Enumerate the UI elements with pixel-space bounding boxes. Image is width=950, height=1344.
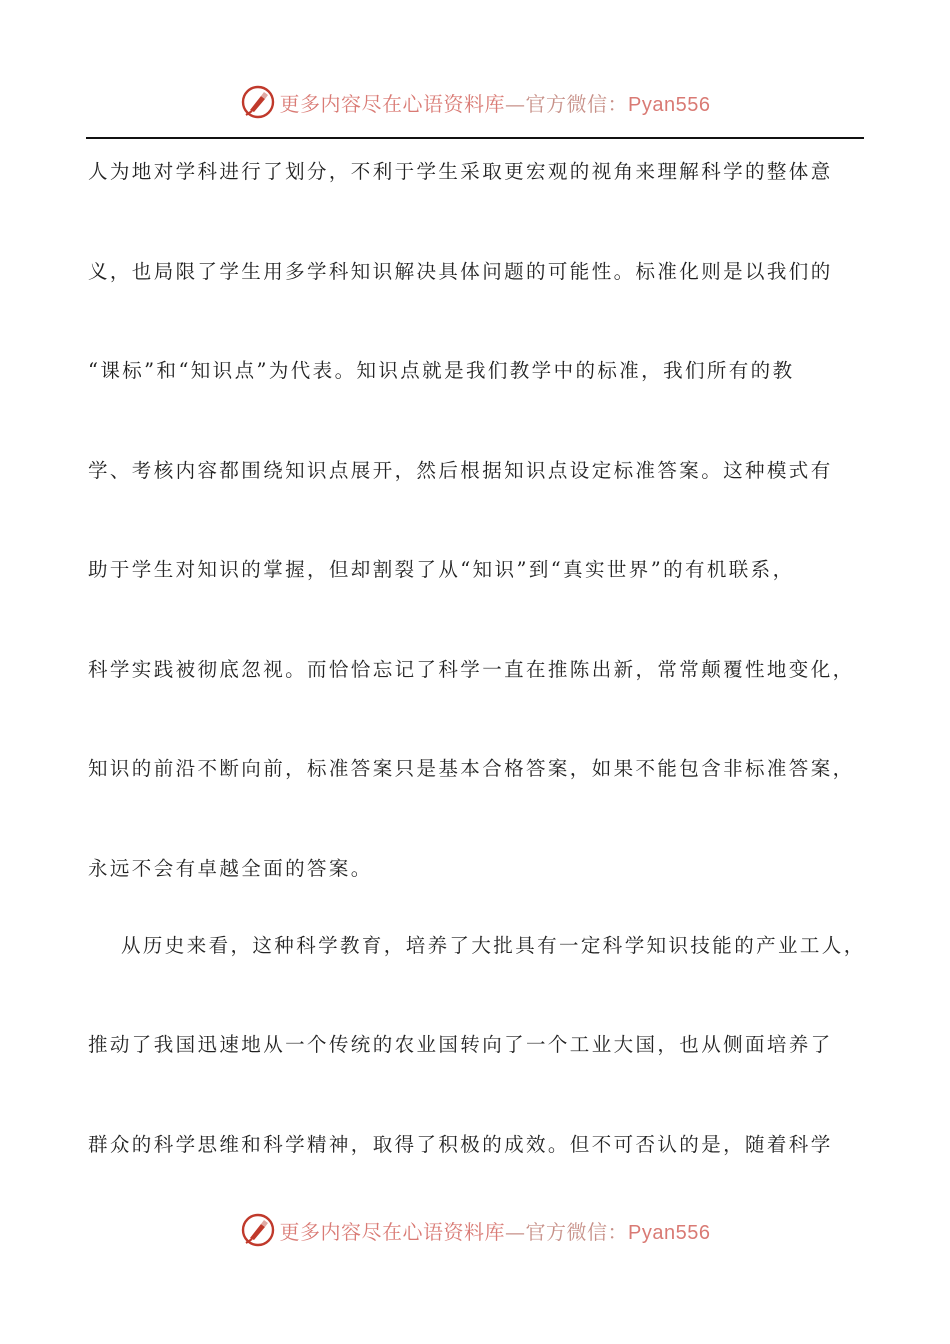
body-line: 群众的科学思维和科学精神，取得了积极的成效。但不可否认的是，随着科学 [88,1132,833,1156]
header-dash: — [505,91,526,116]
pen-nib-logo-icon [240,1212,276,1248]
pen-nib-logo-icon [240,84,276,120]
footer-banner [0,1210,950,1250]
header-wechat-label: 官方微信： [525,91,629,116]
body-line: 助于学生对知识的掌握，但却割裂了从“知识”到“真实世界”的有机联系， [88,558,795,581]
body-line: 推动了我国迅速地从一个传统的农业国转向了一个工业大国，也从侧面培养了 [88,1033,833,1056]
body-line: 学、考核内容都围绕知识点展开，然后根据知识点设定标准答案。这种模式有 [88,458,833,482]
footer-dash: — [505,1219,526,1244]
footer-text [280,1216,711,1245]
header-banner [0,82,950,122]
header-slogan: 更多内容尽在心语资料库 [279,91,506,116]
header-wechat-id: Pyan556 [628,93,711,116]
body-line: 人为地对学科进行了划分，不利于学生采取更宏观的视角来理解科学的整体意 [88,160,833,183]
document-body [88,148,878,1220]
body-line-paragraph-start: 从历史来看，这种科学教育，培养了大批具有一定科学知识技能的产业工人， [121,933,866,957]
body-line: 知识的前沿不断向前，标准答案只是基本合格答案，如果不能包含非标准答案， [88,757,855,780]
body-line: 科学实践被彻底忽视。而恰恰忘记了科学一直在推陈出新，常常颠覆性地变化， [88,657,855,681]
body-line: 永远不会有卓越全面的答案。 [88,856,373,880]
body-line: 义，也局限了学生用多学科知识解决具体问题的可能性。标准化则是以我们的 [88,259,833,283]
footer-wechat-label: 官方微信： [525,1219,629,1244]
header-text [280,88,711,117]
header-rule [86,137,864,139]
footer-slogan: 更多内容尽在心语资料库 [279,1219,506,1244]
body-line: “课标”和“知识点”为代表。知识点就是我们教学中的标准，我们所有的教 [88,359,795,382]
footer-wechat-id: Pyan556 [628,1221,711,1244]
